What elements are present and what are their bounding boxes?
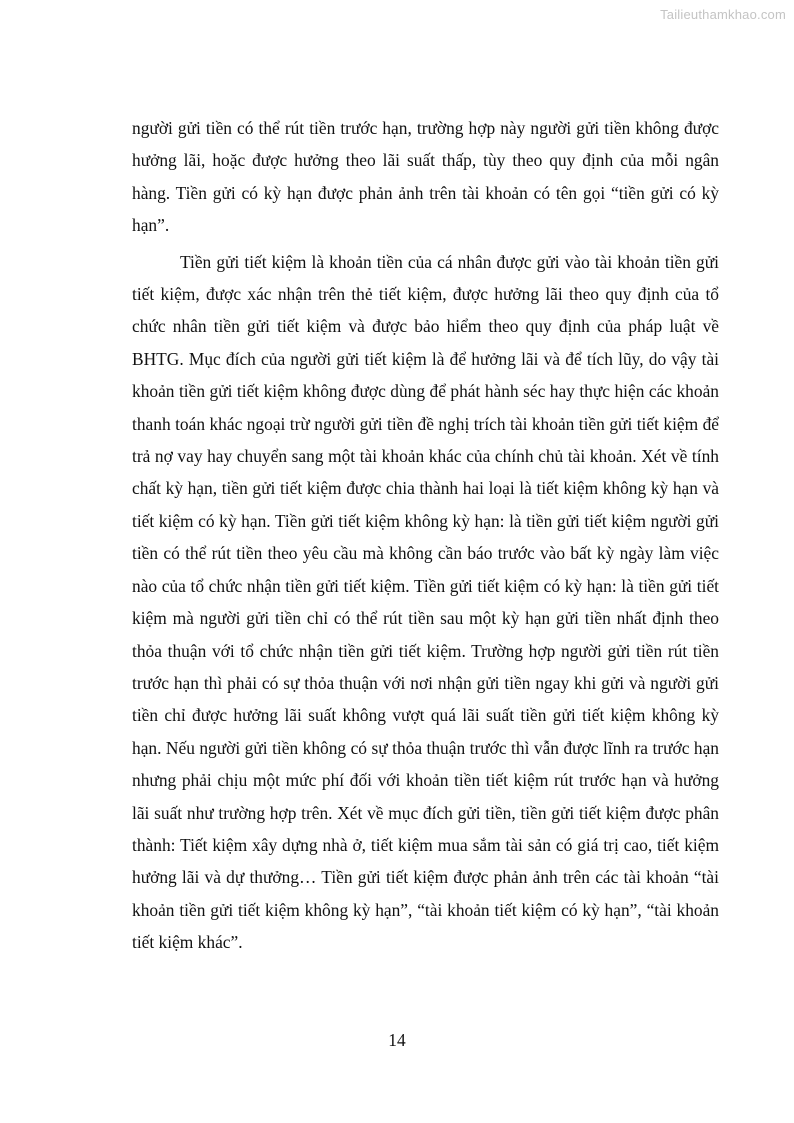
document-body	[132, 112, 719, 959]
watermark-text: Tailieuthamkhao.com	[660, 7, 786, 22]
paragraph-continuation: người gửi tiền có thể rút tiền trước hạn, trường hợp này người gửi tiền không được hưởng lãi, hoặc được hưởng theo lãi suất thấp, tùy theo quy định của mỗi ngân hàng. Tiền gửi có kỳ hạn được phản ảnh trên tài khoản có tên gọi “tiền gửi có kỳ hạn”.	[132, 118, 719, 236]
page-number: 14	[388, 1030, 406, 1050]
paragraph-savings-deposits: Tiền gửi tiết kiệm là khoản tiền của cá nhân được gửi vào tài khoản tiền gửi tiết kiệm, được xác nhận trên thẻ tiết kiệm, được hưởng lãi theo quy định của tổ chức nhân tiền gửi tiết kiệm và được bảo hiểm theo quy định của pháp luật về BHTG. Mục đích của người gửi tiết kiệm là để hưởng lãi và để tích lũy, do vậy tài khoản tiền gửi tiết kiệm không được dùng để phát hành séc hay thực hiện các khoản thanh toán khác ngoại trừ người gửi tiền đề nghị trích tài khoản tiền gửi tiết kiệm để trả nợ vay hay chuyển sang một tài khoản khác của chính chủ tài khoản. Xét về tính chất kỳ hạn, tiền gửi tiết kiệm được chia thành hai loại là tiết kiệm không kỳ hạn và tiết kiệm có kỳ hạn. Tiền gửi tiết kiệm không kỳ hạn: là tiền gửi tiết kiệm người gửi tiền có thể rút tiền theo yêu cầu mà không cần báo trước vào bất kỳ ngày làm việc nào của tổ chức nhận tiền gửi tiết kiệm. Tiền gửi tiết kiệm có kỳ hạn: là tiền gửi tiết kiệm mà người gửi tiền chỉ có thể rút tiền sau một kỳ hạn gửi tiền nhất định theo thỏa thuận với tổ chức nhận tiền gửi tiết kiệm. Trường hợp người gửi tiền rút tiền trước hạn thì phải có sự thỏa thuận với nơi nhận gửi tiền ngay khi gửi và người gửi tiền chỉ được hưởng lãi suất không vượt quá lãi suất tiền gửi tiết kiệm không kỳ hạn. Nếu người gửi tiền không có sự thỏa thuận trước thì vẫn được lĩnh ra trước hạn nhưng phải chịu một mức phí đối với khoản tiền tiết kiệm rút trước hạn và hưởng lãi suất như trường hợp trên. Xét về mục đích gửi tiền, tiền gửi tiết kiệm được phân thành: Tiết kiệm xây dựng nhà ở, tiết kiệm mua sắm tài sản có giá trị cao, tiết kiệm hưởng lãi và dự thưởng… Tiền gửi tiết kiệm được phản ảnh trên các tài khoản “tài khoản tiền gửi tiết kiệm không kỳ hạn”, “tài khoản tiết kiệm có kỳ hạn”, “tài khoản tiết kiệm khác”.	[132, 251, 719, 953]
